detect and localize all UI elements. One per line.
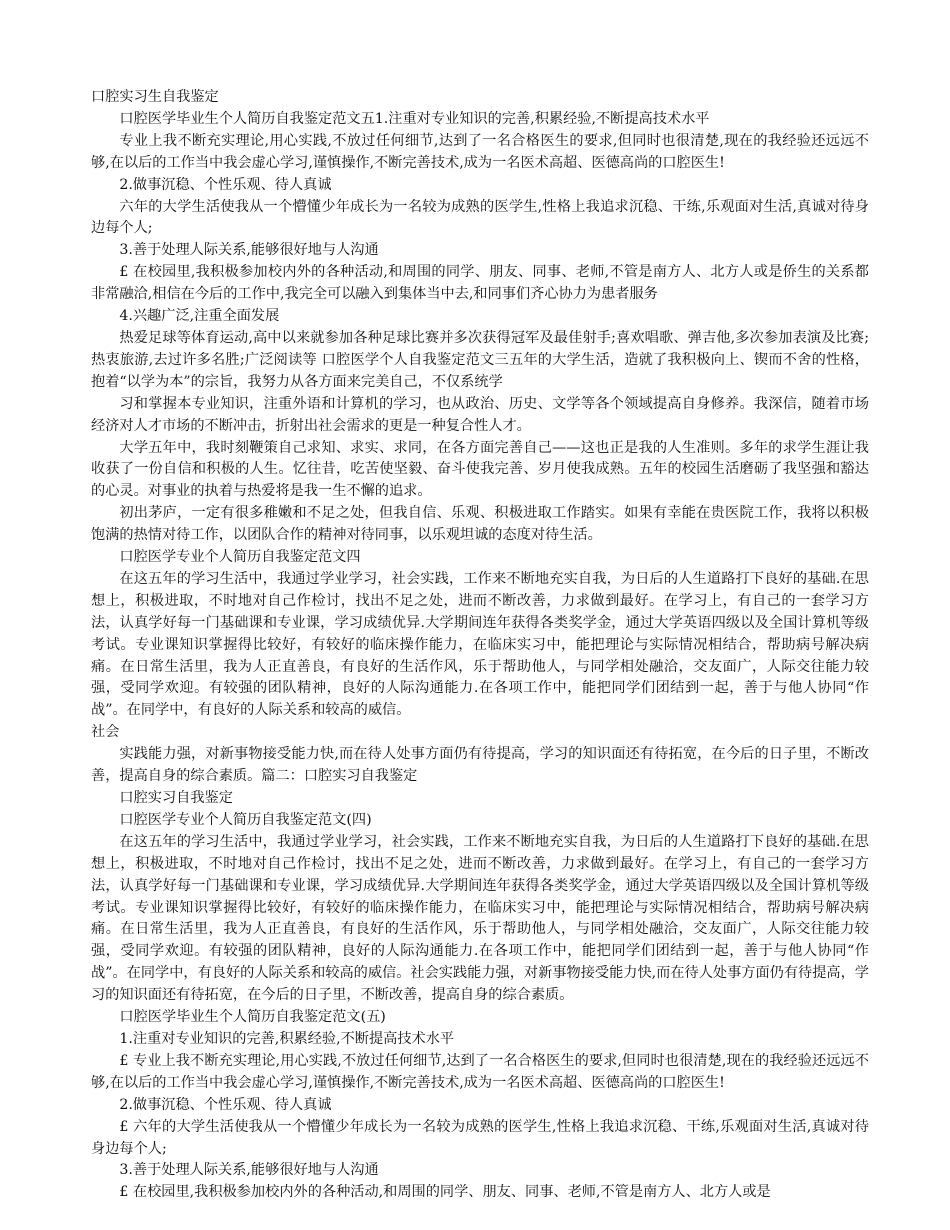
paragraph: £ 六年的大学生活使我从一个懵懂少年成长为一名较为成熟的医学生,性格上我追求沉稳、干练,乐观面对生活,真诚对待身边每个人; — [91, 1118, 869, 1157]
paragraph: 口腔医学专业个人简历自我鉴定范文四 — [119, 549, 361, 566]
paragraph: 口腔实习自我鉴定 — [119, 790, 233, 806]
paragraph: 3.善于处理人际关系,能够很好地与人沟通 — [119, 1162, 379, 1179]
paragraph: 1.注重对专业知识的完善,积累经验,不断提高技术水平 — [119, 1030, 455, 1047]
paragraph: 口腔医学专业个人简历自我鉴定范文(四) — [119, 811, 372, 828]
paragraph: 口腔医学毕业生个人简历自我鉴定范文五1.注重对专业知识的完善,积累经验,不断提高技术水平 — [119, 110, 710, 127]
document-body — [91, 87, 869, 1204]
paragraph: 口腔医学毕业生个人简历自我鉴定范文(五) — [119, 1009, 386, 1026]
paragraph: 在这五年的学习生活中，我通过学业学习，社会实践，工作来不断地充实自我，为日后的人生道路打下良好的基础.在思想上，积极进取，不时地对自己作检讨，找出不足之处，进而不断改善，力求做到最好。在学习上，有自己的一套学习方法，认真学好每一门基础课和专业课，学习成绩优异.大学期间连年获得各类奖学金，通过大学英语四级以及全国计算机等级考试。专业课知识掌握得比较好，有较好的临床操作能力，在临床实习中，能把理论与实际情况相结合，帮助病号解决病痛。在日常生活里，我为人正直善良，有良好的生活作风，乐于帮助他人，与同学相处融洽，交友面广，人际交往能力较强，受同学欢迎。有较强的团队精神，良好的人际沟通能力.在各项工作中，能把同学们团结到一起，善于与他人协同“作战”。在同学中，有良好的人际关系和较高的威信。 — [91, 570, 869, 719]
paragraph: 初出茅庐，一定有很多稚嫩和不足之处，但我自信、乐观、积极进取工作踏实。如果有幸能在贵医院工作，我将以积极饱满的热情对待工作，以团队合作的精神对待同事，以乐观坦诚的态度对待生活。 — [91, 505, 869, 544]
paragraph: 大学五年中，我时刻鞭策自己求知、求实、求同，在各方面完善自己——这也正是我的人生准则。多年的求学生涯让我收获了一份自信和积极的人生。忆往昔，吃苦使坚毅、奋斗使我完善、岁月使我成熟。五年的校园生活磨砺了我坚强和豁达的心灵。对事业的执着与热爱将是我一生不懈的追求。 — [91, 439, 869, 500]
document-title: 口腔实习生自我鉴定 — [91, 89, 219, 105]
paragraph: 专业上我不断充实理论,用心实践,不放过任何细节,达到了一名合格医生的要求,但同时也很清楚,现在的我经验还远远不够,在以后的工作当中我会虚心学习,谨慎操作,不断完善技术,成为一名医术高超、医德高尚的口腔医生! — [91, 132, 869, 171]
paragraph: 4.兴趣广泛,注重全面发展 — [119, 308, 280, 325]
paragraph: 在这五年的学习生活中，我通过学业学习，社会实践，工作来不断地充实自我，为日后的人生道路打下良好的基础.在思想上，积极进取，不时地对自己作检讨，找出不足之处，进而不断改善，力求做到最好。在学习上，有自己的一套学习方法，认真学好每一门基础课和专业课，学习成绩优异.大学期间连年获得各类奖学金，通过大学英语四级以及全国计算机等级考试。专业课知识掌握得比较好，有较好的临床操作能力，在临床实习中，能把理论与实际情况相结合，帮助病号解决病痛。在日常生活里，我为人正直善良，有良好的生活作风，乐于帮助他人，与同学相处融洽，交友面广，人际交往能力较强，受同学欢迎。有较强的团队精神，良好的人际沟通能力.在各项工作中，能把同学们团结到一起，善于与他人协同“作战”。在同学中，有良好的人际关系和较高的威信。社会实践能力强，对新事物接受能力快,而在待人处事方面仍有待提高，学习的知识面还有待拓宽，在今后的日子里，不断改善，提高自身的综合素质。 — [91, 833, 869, 1004]
paragraph: 社会 — [91, 724, 120, 741]
paragraph: 习和掌握本专业知识，注重外语和计算机的学习，也从政治、历史、文学等各个领域提高自身修养。我深信，随着市场经济对人才市场的不断冲击，折射出社会需求的更是一种复合性人才。 — [91, 395, 869, 434]
paragraph: 实践能力强，对新事物接受能力快,而在待人处事方面仍有待提高，学习的知识面还有待拓宽，在今后的日子里，不断改善，提高自身的综合素质。篇二：口腔实习自我鉴定 — [91, 746, 869, 785]
paragraph: 3.善于处理人际关系,能够很好地与人沟通 — [119, 242, 379, 259]
paragraph: 2.做事沉稳、个性乐观、待人真诚 — [119, 1096, 332, 1113]
paragraph: 热爱足球等体育运动,高中以来就参加各种足球比赛并多次获得冠军及最佳射手;喜欢唱歌、弹吉他,多次参加表演及比赛;热衷旅游,去过许多名胜;广泛阅读等 口腔医学个人自我鉴定范文三五年的大学生活，造就了我积极向上、锲而不舍的性格，抱着“以学为本”的宗旨，我努力从各方面来完美自己，不仅系统学 — [91, 329, 869, 390]
paragraph: 六年的大学生活使我从一个懵懂少年成长为一名较为成熟的医学生,性格上我追求沉稳、干练,乐观面对生活,真诚对待身边每个人; — [91, 198, 869, 237]
paragraph: £ 在校园里,我积极参加校内外的各种活动,和周围的同学、朋友、同事、老师,不管是南方人、北方人或是侨生的关系都非常融洽,相信在今后的工作中,我完全可以融入到集体当中去,和同事们齐心协力为患者服务 — [91, 264, 869, 303]
paragraph: £ 专业上我不断充实理论,用心实践,不放过任何细节,达到了一名合格医生的要求,但同时也很清楚,现在的我经验还远远不够,在以后的工作当中我会虚心学习,谨慎操作,不断完善技术,成为一名医术高超、医德高尚的口腔医生! — [91, 1052, 869, 1091]
paragraph: 2.做事沉稳、个性乐观、待人真诚 — [119, 176, 332, 193]
paragraph: £ 在校园里,我积极参加校内外的各种活动,和周围的同学、朋友、同事、老师,不管是南方人、北方人或是 — [119, 1184, 771, 1201]
